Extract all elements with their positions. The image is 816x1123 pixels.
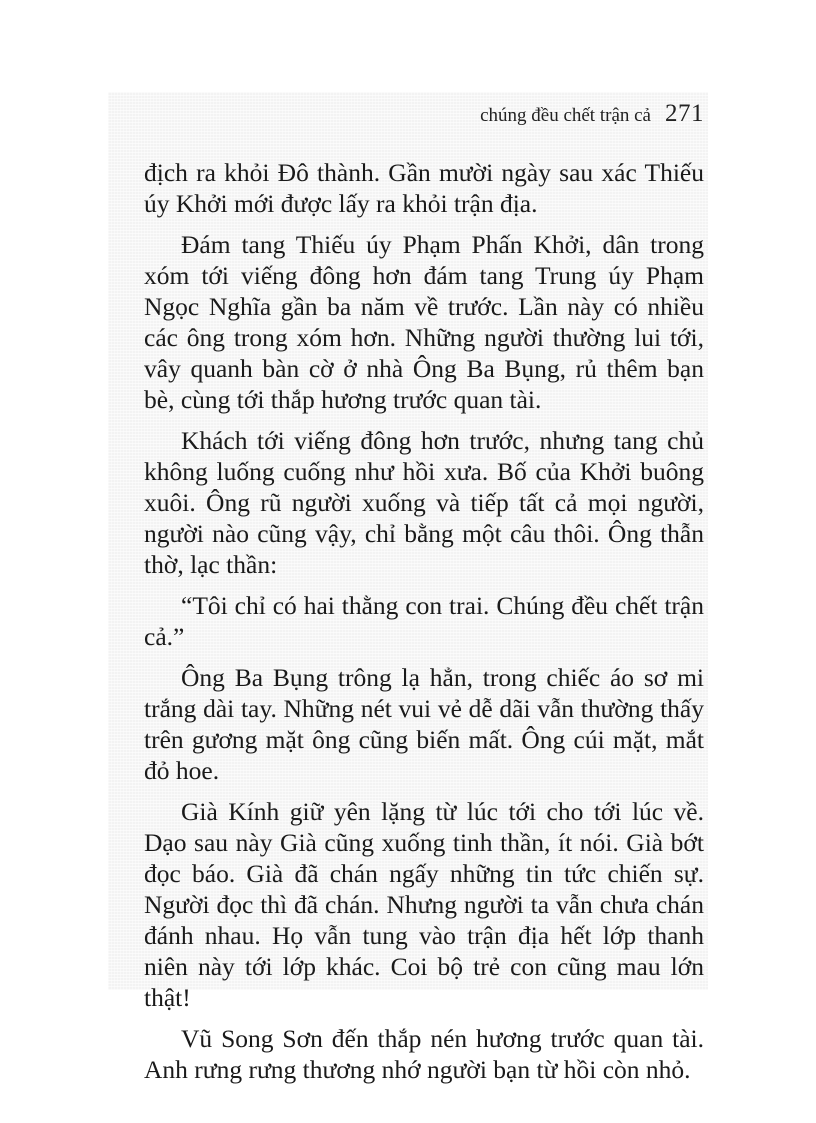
page-number: 271 <box>665 100 704 127</box>
paragraph-7: Vũ Song Sơn đến thắp nén hương trước quan tài. Anh rưng rưng thương nhớ người bạn từ hồi còn nhỏ. <box>144 1024 704 1084</box>
body-text <box>144 157 704 1095</box>
running-header <box>480 100 704 128</box>
paragraph-3: Khách tới viếng đông hơn trước, nhưng tang chủ không luống cuống như hồi xưa. Bố của Khởi buông xuôi. Ông rũ người xuống và tiếp tất cả mọi người, người nào cũng vậy, chỉ bằng một câu thôi. Ông thẫn thờ, lạc thần: <box>144 426 704 579</box>
paragraph-5: Ông Ba Bụng trông lạ hẳn, trong chiếc áo sơ mi trắng dài tay. Những nét vui vẻ dễ dãi vẫn thường thấy trên gương mặt ông cũng biến mất. Ông cúi mặt, mắt đỏ hoe. <box>144 663 704 785</box>
paragraph-2: Đám tang Thiếu úy Phạm Phấn Khởi, dân trong xóm tới viếng đông hơn đám tang Trung úy Phạm Ngọc Nghĩa gần ba năm về trước. Lần này có nhiều các ông trong xóm hơn. Những người thường lui tới, vây quanh bàn cờ ở nhà Ông Ba Bụng, rủ thêm bạn bè, cùng tới thắp hương trước quan tài. <box>144 230 704 414</box>
paragraph-4-quote: “Tôi chỉ có hai thằng con trai. Chúng đều chết trận cả.” <box>144 591 704 651</box>
paragraph-6: Già Kính giữ yên lặng từ lúc tới cho tới lúc về. Dạo sau này Già cũng xuống tinh thần, ít nói. Già bớt đọc báo. Già đã chán ngấy những tin tức chiến sự. Người đọc thì đã chán. Nhưng người ta vẫn chưa chán đánh nhau. Họ vẫn tung vào trận địa hết lớp thanh niên này tới lớp khác. Coi bộ trẻ con cũng mau lớn thật! <box>144 797 704 1012</box>
running-title: chúng đều chết trận cả <box>480 105 651 126</box>
paragraph-1: địch ra khỏi Đô thành. Gần mười ngày sau xác Thiếu úy Khởi mới được lấy ra khỏi trận địa. <box>144 158 704 218</box>
